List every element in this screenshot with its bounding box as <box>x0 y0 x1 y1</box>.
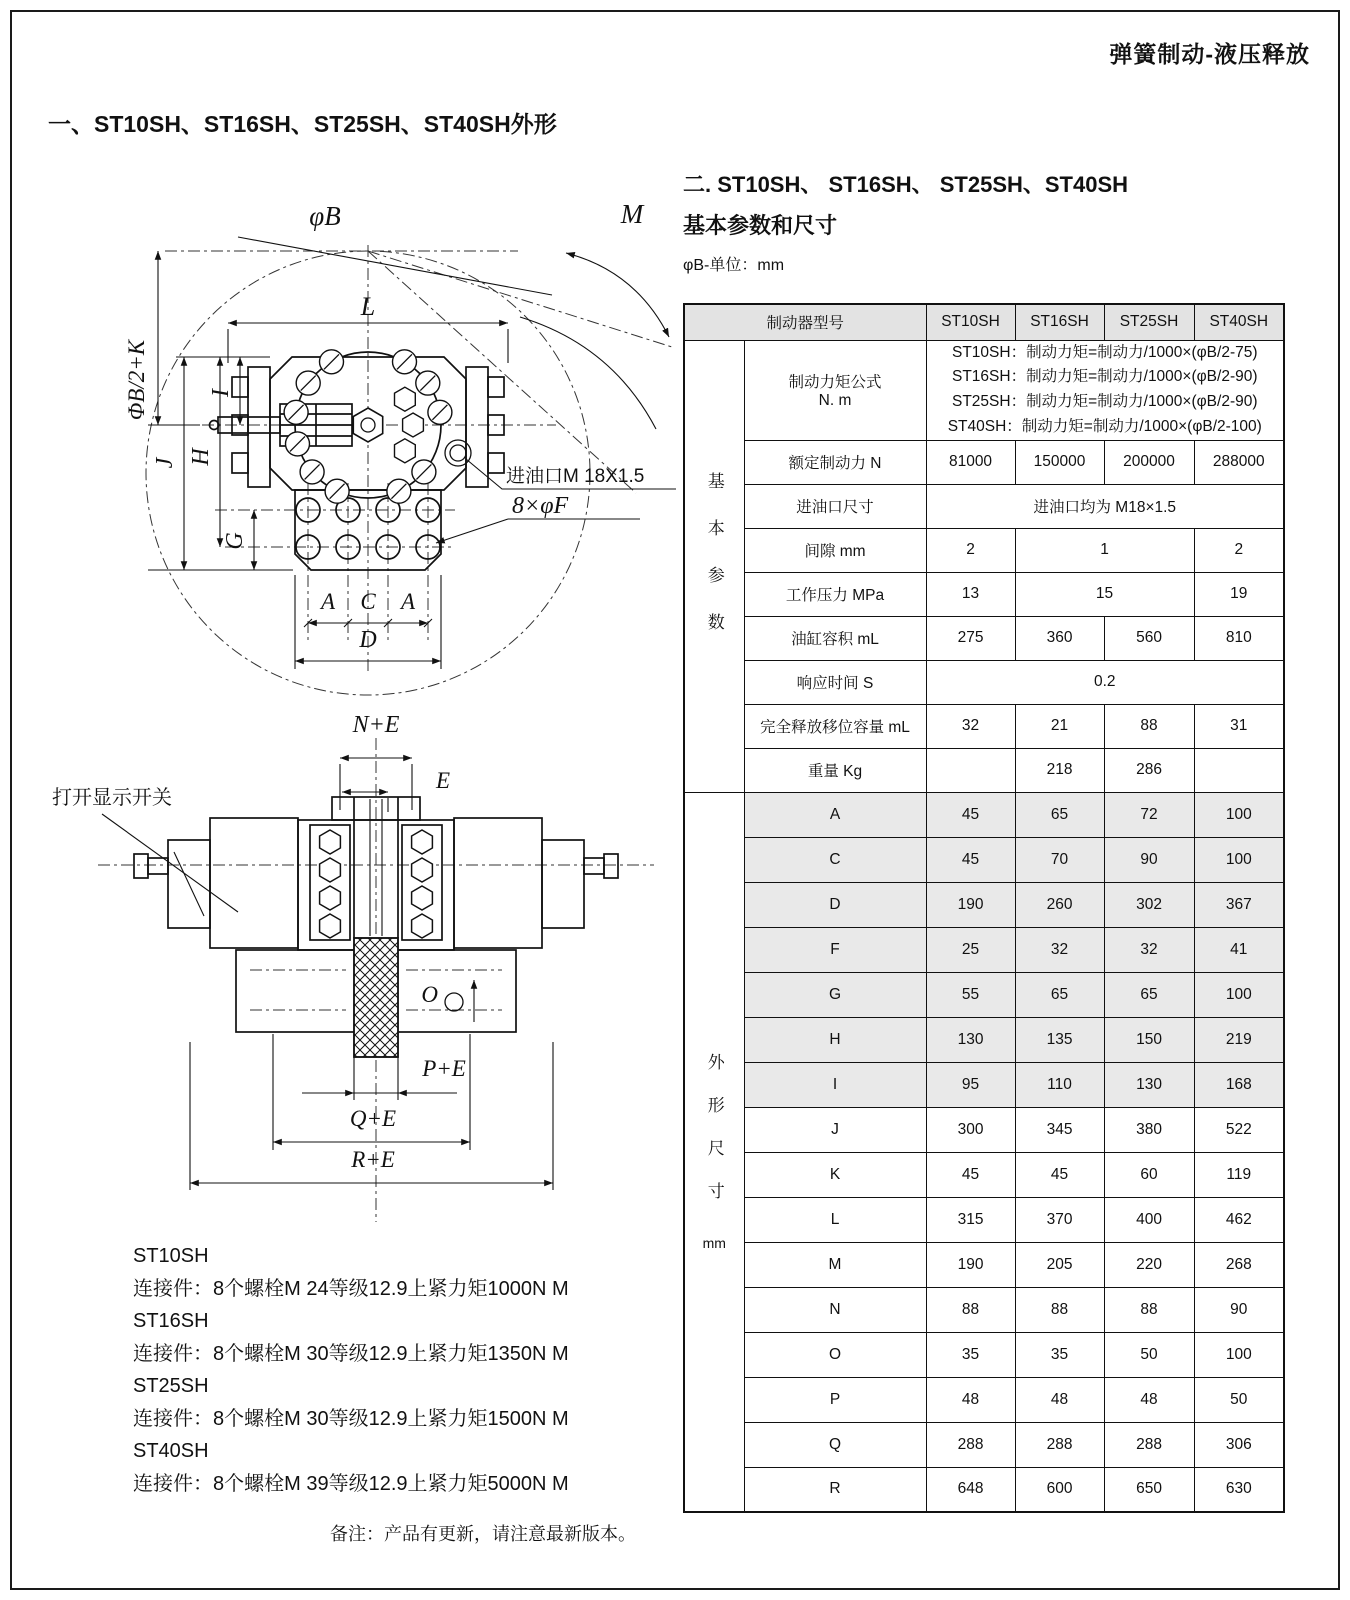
dim-label: R <box>744 1467 926 1512</box>
col-header-st25sh: ST25SH <box>1104 304 1194 340</box>
dim-value: 135 <box>1015 1017 1104 1062</box>
param-label: 工作压力 MPa <box>744 572 926 616</box>
bolt-note-model: ST16SH <box>133 1310 209 1332</box>
param-row <box>684 528 1284 572</box>
dim-value: 205 <box>1015 1242 1104 1287</box>
param-value <box>926 748 1015 792</box>
outline-drawing-top-view <box>120 195 680 700</box>
dim-value: 648 <box>926 1467 1015 1512</box>
param-value: 810 <box>1194 616 1284 660</box>
dim-value: 65 <box>1015 972 1104 1017</box>
dim-value: 302 <box>1104 882 1194 927</box>
dim-value: 55 <box>926 972 1015 1017</box>
param-value-merged: 1 <box>1015 528 1194 572</box>
param-value: 150000 <box>1015 440 1104 484</box>
switch-note-label: 打开显示开关 <box>52 787 172 809</box>
dim-value: 260 <box>1015 882 1104 927</box>
dim-value: 45 <box>926 837 1015 882</box>
dim-row-L <box>684 1197 1284 1242</box>
dim-row-G <box>684 972 1284 1017</box>
param-value-merged: 0.2 <box>926 660 1284 704</box>
dim-value: 32 <box>1104 927 1194 972</box>
table-header-row <box>684 304 1284 340</box>
param-value: 31 <box>1194 704 1284 748</box>
bolt-circle-screws <box>284 350 471 503</box>
dim-label-a1: A <box>320 589 336 614</box>
dim-row-F <box>684 927 1284 972</box>
dim-value: 95 <box>926 1062 1015 1107</box>
dim-label-h: H <box>188 448 214 466</box>
dim-label-e: E <box>436 768 451 793</box>
dim-label: A <box>744 792 926 837</box>
formula-label-line2: N. m <box>818 392 852 410</box>
col-header-model: 制动器型号 <box>684 304 926 340</box>
dims-spanner <box>684 792 744 1512</box>
unit-note: φB-单位：mm <box>683 257 785 274</box>
bolt-note-spec: 连接件：8个螺栓M 24等级12.9上紧力矩1000N M <box>133 1277 569 1300</box>
dim-value: 168 <box>1194 1062 1284 1107</box>
dim-row-A <box>684 792 1284 837</box>
dim-label-c: C <box>360 589 376 614</box>
section1-title: 一、ST10SH、ST16SH、ST25SH、ST40SH外形 <box>48 111 557 137</box>
dim-label-g: G <box>222 532 248 550</box>
dim-label: I <box>744 1062 926 1107</box>
param-value <box>1194 748 1284 792</box>
dim-row-P <box>684 1377 1284 1422</box>
dim-value: 72 <box>1104 792 1194 837</box>
dim-row-C <box>684 837 1284 882</box>
dim-row-I <box>684 1062 1284 1107</box>
param-value: 2 <box>926 528 1015 572</box>
dim-value: 288 <box>1104 1422 1194 1467</box>
dim-value: 45 <box>926 1152 1015 1197</box>
dim-label-i: I <box>208 389 234 397</box>
dim-value: 300 <box>926 1107 1015 1152</box>
dim-value: 268 <box>1194 1242 1284 1287</box>
param-label: 额定制动力 N <box>744 440 926 484</box>
dim-value: 90 <box>1104 837 1194 882</box>
dim-label-pe: P+E <box>422 1056 466 1081</box>
formula-label <box>744 340 926 440</box>
section2-title-line2: 基本参数和尺寸 <box>683 213 838 238</box>
dim-label-phib2k: ΦB/2+K <box>124 339 149 421</box>
dim-value: 100 <box>1194 1332 1284 1377</box>
dim-value: 48 <box>926 1377 1015 1422</box>
dim-value: 522 <box>1194 1107 1284 1152</box>
dim-row-M <box>684 1242 1284 1287</box>
dim-value: 345 <box>1015 1107 1104 1152</box>
dim-value: 65 <box>1104 972 1194 1017</box>
dim-label: H <box>744 1017 926 1062</box>
dim-value: 288 <box>1015 1422 1104 1467</box>
param-value-merged: 进油口均为 M18×1.5 <box>926 484 1284 528</box>
dim-label-phi-b: φB <box>309 201 341 231</box>
dim-label: M <box>744 1242 926 1287</box>
param-value: 21 <box>1015 704 1104 748</box>
dim-label: D <box>744 882 926 927</box>
dim-value: 306 <box>1194 1422 1284 1467</box>
dim-value: 45 <box>926 792 1015 837</box>
dim-value: 25 <box>926 927 1015 972</box>
dim-row-D <box>684 882 1284 927</box>
param-row <box>684 572 1284 616</box>
dims-group-label: 外形尺寸 <box>704 1052 724 1225</box>
param-value: 32 <box>926 704 1015 748</box>
dim-value: 88 <box>926 1287 1015 1332</box>
bolt-connection-notes <box>133 1240 693 1500</box>
dim-label: K <box>744 1152 926 1197</box>
doc-title: 弹簧制动-液压释放 <box>1109 41 1310 67</box>
formula-line: ST10SH：制动力矩=制动力/1000×(φB/2-75) <box>952 343 1258 361</box>
dim-row-O <box>684 1332 1284 1377</box>
col-header-st16sh: ST16SH <box>1015 304 1104 340</box>
dim-value: 50 <box>1104 1332 1194 1377</box>
dim-value: 45 <box>1015 1152 1104 1197</box>
param-value: 275 <box>926 616 1015 660</box>
dim-value: 630 <box>1194 1467 1284 1512</box>
dim-value: 60 <box>1104 1152 1194 1197</box>
param-row <box>684 440 1284 484</box>
dim-label-8xf: 8×φF <box>512 493 569 519</box>
col-header-st40sh: ST40SH <box>1194 304 1284 340</box>
dim-row-H <box>684 1017 1284 1062</box>
param-label: 油缸容积 mL <box>744 616 926 660</box>
dim-value: 650 <box>1104 1467 1194 1512</box>
param-value: 360 <box>1015 616 1104 660</box>
param-value: 560 <box>1104 616 1194 660</box>
dim-value: 88 <box>1104 1287 1194 1332</box>
param-label: 完全释放移位容量 mL <box>744 704 926 748</box>
param-value: 286 <box>1104 748 1194 792</box>
basic-params-label: 基本参数 <box>704 472 724 661</box>
dim-label-j: J <box>152 457 178 469</box>
dim-label-d: D <box>359 627 377 653</box>
bolt-note-model: ST25SH <box>133 1375 209 1397</box>
dim-value: 219 <box>1194 1017 1284 1062</box>
param-label: 响应时间 S <box>744 660 926 704</box>
o-reference-hole <box>445 993 463 1011</box>
dim-label: F <box>744 927 926 972</box>
dim-label: J <box>744 1107 926 1152</box>
footnote: 备注：产品有更新，请注意最新版本。 <box>330 1524 636 1544</box>
dim-value: 50 <box>1194 1377 1284 1422</box>
dim-value: 110 <box>1015 1062 1104 1107</box>
dim-value: 100 <box>1194 972 1284 1017</box>
dim-label: P <box>744 1377 926 1422</box>
dim-value: 48 <box>1104 1377 1194 1422</box>
dim-label: Q <box>744 1422 926 1467</box>
param-label: 间隙 mm <box>744 528 926 572</box>
spec-table <box>683 303 1285 1513</box>
dim-value: 130 <box>1104 1062 1194 1107</box>
dim-row-K <box>684 1152 1284 1197</box>
center-hex-nut <box>353 408 382 442</box>
dim-value: 288 <box>926 1422 1015 1467</box>
dim-value: 100 <box>1194 792 1284 837</box>
dim-value: 65 <box>1015 792 1104 837</box>
oil-inlet-port <box>445 440 471 466</box>
dim-value: 70 <box>1015 837 1104 882</box>
param-label: 进油口尺寸 <box>744 484 926 528</box>
param-row <box>684 748 1284 792</box>
dim-label-qe: Q+E <box>349 1106 397 1131</box>
param-row <box>684 484 1284 528</box>
dim-value: 190 <box>926 882 1015 927</box>
param-value: 218 <box>1015 748 1104 792</box>
dim-label-a2: A <box>400 589 416 614</box>
outline-drawing-section-view <box>40 700 680 1230</box>
param-value: 81000 <box>926 440 1015 484</box>
param-value: 19 <box>1194 572 1284 616</box>
dim-value: 88 <box>1015 1287 1104 1332</box>
basic-params-spanner <box>684 340 744 792</box>
param-value: 2 <box>1194 528 1284 572</box>
formula-cell <box>926 340 1284 440</box>
dim-value: 41 <box>1194 927 1284 972</box>
param-row <box>684 660 1284 704</box>
dim-value: 35 <box>1015 1332 1104 1377</box>
dim-value: 32 <box>1015 927 1104 972</box>
dim-label: G <box>744 972 926 1017</box>
param-row <box>684 704 1284 748</box>
bolt-note-model: ST10SH <box>133 1245 209 1267</box>
dim-value: 35 <box>926 1332 1015 1377</box>
param-row <box>684 616 1284 660</box>
dim-label-l: L <box>360 292 376 321</box>
formula-line: ST40SH：制动力矩=制动力/1000×(φB/2-100) <box>947 417 1262 435</box>
dim-label: O <box>744 1332 926 1377</box>
formula-label-line1: 制动力矩公式 <box>788 374 882 392</box>
formula-row <box>684 340 1284 440</box>
section2-title <box>683 164 1303 246</box>
dim-value: 462 <box>1194 1197 1284 1242</box>
shaft-hatched-section <box>354 938 398 1057</box>
dim-row-R <box>684 1467 1284 1512</box>
formula-line: ST25SH：制动力矩=制动力/1000×(φB/2-90) <box>952 393 1258 411</box>
dim-row-Q <box>684 1422 1284 1467</box>
formula-line: ST16SH：制动力矩=制动力/1000×(φB/2-90) <box>952 368 1258 386</box>
param-value: 288000 <box>1194 440 1284 484</box>
dim-label: L <box>744 1197 926 1242</box>
dim-value: 367 <box>1194 882 1284 927</box>
bolt-note-spec: 连接件：8个螺栓M 30等级12.9上紧力矩1350N M <box>133 1342 569 1365</box>
dim-label-o: O <box>421 982 438 1007</box>
bolt-note-spec: 连接件：8个螺栓M 39等级12.9上紧力矩5000N M <box>133 1472 569 1495</box>
param-label: 重量 Kg <box>744 748 926 792</box>
leader-lines <box>102 814 238 912</box>
dim-value: 48 <box>1015 1377 1104 1422</box>
dim-value: 600 <box>1015 1467 1104 1512</box>
dim-value: 190 <box>926 1242 1015 1287</box>
dim-value: 100 <box>1194 837 1284 882</box>
bolt-note-spec: 连接件：8个螺栓M 30等级12.9上紧力矩1500N M <box>133 1407 569 1430</box>
dim-value: 380 <box>1104 1107 1194 1152</box>
dim-label: N <box>744 1287 926 1332</box>
dim-value: 119 <box>1194 1152 1284 1197</box>
dim-value: 370 <box>1015 1197 1104 1242</box>
dim-label: C <box>744 837 926 882</box>
col-header-st10sh: ST10SH <box>926 304 1015 340</box>
dim-value: 150 <box>1104 1017 1194 1062</box>
dims-group-unit: mm <box>702 1234 726 1251</box>
dim-value: 220 <box>1104 1242 1194 1287</box>
dim-row-N <box>684 1287 1284 1332</box>
dim-value: 315 <box>926 1197 1015 1242</box>
dim-row-J <box>684 1107 1284 1152</box>
dim-label-ne: N+E <box>352 712 400 738</box>
section2-title-line1: 二. ST10SH、 ST16SH、 ST25SH、ST40SH <box>683 172 1129 197</box>
param-value: 13 <box>926 572 1015 616</box>
param-value: 200000 <box>1104 440 1194 484</box>
param-value: 88 <box>1104 704 1194 748</box>
param-value-merged: 15 <box>1015 572 1194 616</box>
dim-value: 400 <box>1104 1197 1194 1242</box>
dim-value: 90 <box>1194 1287 1284 1332</box>
dim-label-re: R+E <box>351 1147 395 1172</box>
dim-label-m: M <box>620 199 644 229</box>
dim-value: 130 <box>926 1017 1015 1062</box>
oil-inlet-label: 进油口M 18X1.5 <box>506 466 645 487</box>
bolt-note-model: ST40SH <box>133 1440 209 1462</box>
